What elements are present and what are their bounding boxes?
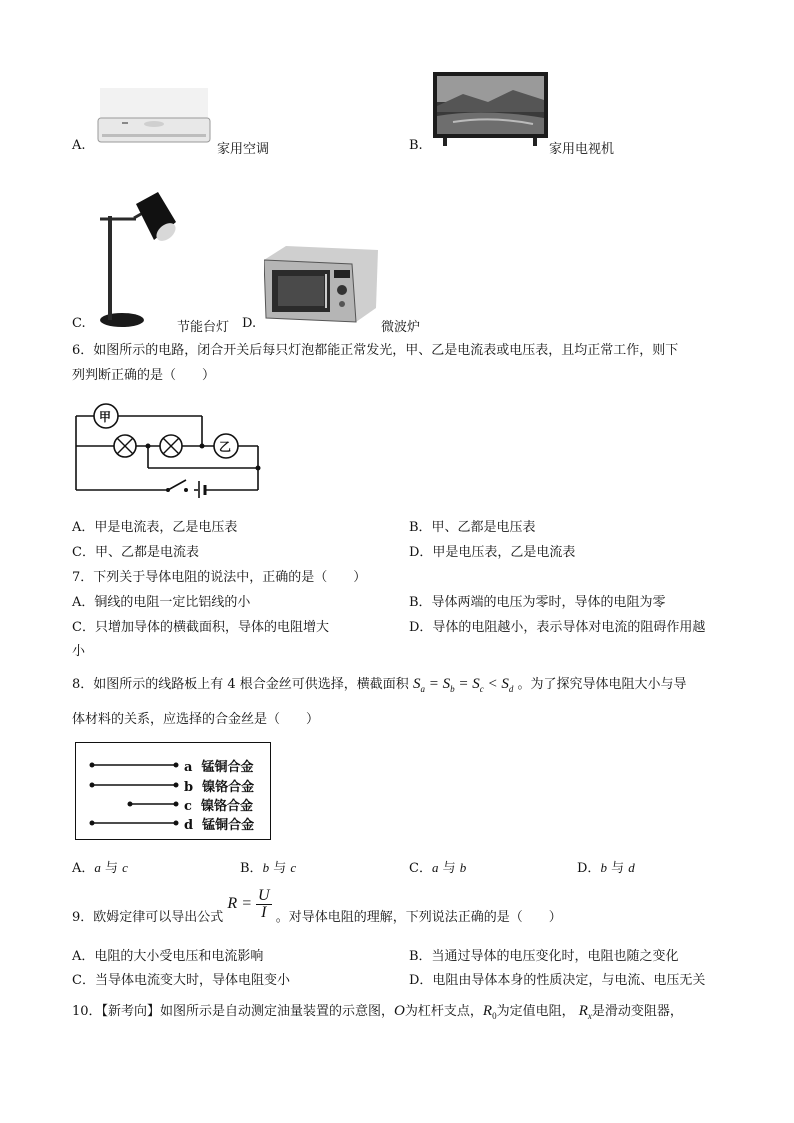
wire-d-label: d 锰铜合金 (184, 818, 255, 833)
q8-wire-board (75, 742, 271, 840)
q8-option-a: A．a 与 c (72, 860, 128, 876)
q5-option-a-letter: A. (72, 138, 86, 153)
q8-option-d: D．b 与 d (577, 860, 635, 876)
wire-b-label: b 镍铬合金 (184, 780, 255, 795)
q9-stem-after: 。对导体电阻的理解，下列说法正确的是（ ） (275, 910, 562, 926)
q6-stem-line1: 6．如图所示的电路，闭合开关后每只灯泡都能正常发光，甲、乙是电流表或电压表，且均正常工作，则下 (72, 343, 679, 358)
q5-option-a-caption: 家用空调 (217, 142, 270, 157)
microwave-icon (264, 246, 378, 324)
q8-stem-line1 (72, 673, 686, 694)
q10-stem (72, 1000, 683, 1021)
q8-option-c: C．a 与 b (409, 860, 467, 876)
q10-prefix: 10．【新考向】如图所示是自动测定油量装置的示意图， (72, 1004, 395, 1019)
q6-option-b: B．甲、乙都是电压表 (409, 520, 536, 535)
q6-option-d: D．甲是电压表，乙是电流表 (409, 545, 576, 560)
q8-area-formula: $S_a = S_b = S_c < S_d$ (412, 676, 514, 694)
q5-option-d-caption: 微波炉 (381, 320, 421, 335)
q5-option-b-caption: 家用电视机 (549, 142, 615, 157)
q8-stem-after: 。为了探究导体电阻大小与导 (517, 677, 687, 692)
q6-option-a: A．甲是电流表，乙是电压表 (72, 520, 238, 535)
q10-text-3: 是滑动变阻器， (591, 1004, 683, 1019)
q5-option-b-letter: B. (409, 138, 423, 153)
q9-stem-before: 9．欧姆定律可以导出公式 (72, 910, 224, 926)
q5-option-c-caption: 节能台灯 (177, 320, 230, 335)
q7-option-b: B．导体两端的电压为零时，导体的电阻为零 (409, 595, 666, 610)
q9-option-a: A．电阻的大小受电压和电流影响 (72, 949, 264, 964)
q6-stem-line2: 列判断正确的是（ ） (72, 368, 216, 383)
q7-stem: 7．下列关于导体电阻的说法中，正确的是（ ） (72, 570, 367, 585)
q10-text-1: 为杠杆支点， (404, 1004, 483, 1019)
q5-option-d-letter: D. (242, 316, 257, 331)
q7-option-d: D．导体的电阻越小，表示导体对电流的阻碍作用越 (409, 620, 706, 635)
meter-jia-label: 甲 (99, 410, 112, 424)
q9-stem (72, 888, 562, 928)
wire-a-label: a 锰铜合金 (184, 760, 254, 775)
desk-lamp-icon (96, 192, 178, 329)
q6-option-c: C．甲、乙都是电流表 (72, 545, 199, 560)
q9-option-c: C．当导体电流变大时，导体电阻变小 (72, 973, 290, 988)
q10-var-o: O (394, 1003, 405, 1019)
q9-ohm-formula: R = $\frac{U}{I}$ (227, 887, 270, 921)
q5-option-c-letter: C. (72, 316, 86, 331)
q7-option-d-wrap: 小 (72, 644, 86, 659)
q6-circuit-diagram (70, 398, 266, 498)
q7-option-a: A．铜线的电阻一定比铝线的小 (72, 595, 251, 610)
q9-option-b: B．当通过导体的电压变化时，电阻也随之变化 (409, 949, 679, 964)
q9-option-d: D．电阻由导体本身的性质决定，与电流、电压无关 (409, 973, 706, 988)
q8-stem-before: 8．如图所示的线路板上有 4 根合金丝可供选择，横截面积 (72, 677, 409, 692)
q10-text-2: 为定值电阻， (496, 1004, 575, 1019)
q7-option-c: C．只增加导体的横截面积，导体的电阻增大 (72, 620, 329, 635)
q10-var-rx: $R_x$ (578, 1003, 592, 1021)
air-conditioner-icon (96, 88, 214, 148)
meter-yi-label: 乙 (219, 440, 232, 454)
wire-c-label: c 镍铬合金 (184, 799, 253, 814)
television-icon (433, 72, 548, 148)
q8-stem-line2: 体材料的关系，应选择的合金丝是（ ） (72, 712, 320, 727)
q10-var-r0: $R_0$ (482, 1003, 497, 1021)
q8-option-b: B．b 与 c (240, 860, 297, 876)
